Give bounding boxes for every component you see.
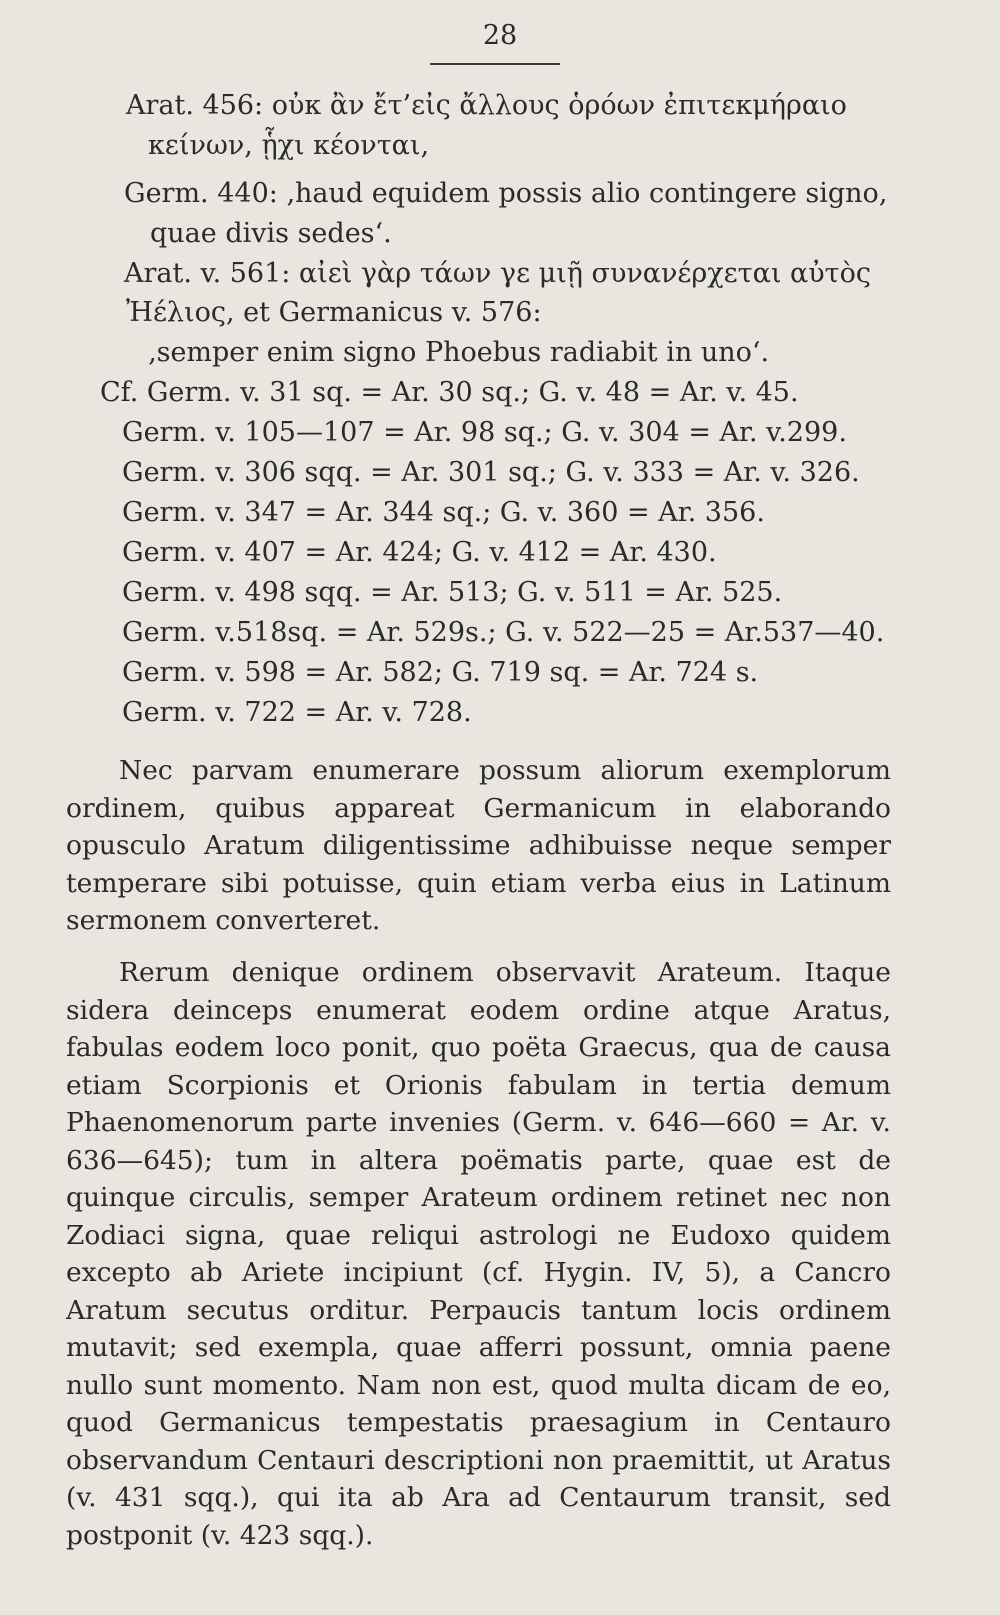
citation-line: Arat. v. 561: αἰεὶ γὰρ τάων γε μιῇ συνανέρχεται αὐτὸς — [124, 258, 871, 289]
header-rule — [430, 63, 560, 65]
citation-line: Arat. 456: οὐκ ἂν ἔτ’εἰς ἄλλους ὁρόων ἐπιτεκμήραιο — [126, 90, 847, 121]
citation-line: quae divis sedes‘. — [150, 218, 392, 249]
page-number: 28 — [482, 20, 518, 51]
citation-line: Germ. v.518sq. = Ar. 529s.; G. v. 522—25 = Ar.537—40. — [122, 617, 885, 648]
citation-line: Germ. 440: ‚haud equidem possis alio contingere signo, — [124, 178, 888, 209]
body-paragraph: Nec parvam enumerare possum aliorum exemplorum ordinem, quibus appareat Germanicum in elaborando opusculo Aratum diligentissime adhibuisse neque semper temperare sibi potuisse, quin etiam verba eius in Latinum sermonem converteret. — [66, 755, 891, 936]
citation-line: ‚semper enim signo Phoebus radiabit in uno‘. — [148, 337, 770, 368]
body-paragraph: Rerum denique ordinem observavit Arateum. Itaque sidera deinceps enumerat eodem ordine atque Aratus, fabulas eodem loco ponit, quo poëta Graecus, qua de causa etiam Scorpionis et Orionis fabulam in tertia demum Phaenomenorum parte invenies (Germ. v. 646—660 = Ar. v. 636—645); tum in altera poëmatis parte, quae est de quinque circulis, semper Arateum ordinem retinet nec non Zodiaci signa, quae reliqui astrologi ne Eudoxo quidem excepto ab Ariete incipiunt (cf. Hygin. IV, 5), a Cancro Aratum secutus orditur. Perpaucis tantum locis ordinem mutavit; sed exempla, quae afferri possunt, omnia paene nullo sunt momento. Nam non est, quod multa dicam de eo, quod Germanicus tempestatis praesagium in Centauro observandum Centauri descriptioni non praemittit, ut Aratus (v. 431 sqq.), qui ita ab Ara ad Centaurum transit, sed postponit (v. 423 sqq.). — [66, 957, 891, 1551]
citation-line: Germ. v. 407 = Ar. 424; G. v. 412 = Ar. 430. — [122, 537, 717, 568]
citation-line: Cf. Germ. v. 31 sq. = Ar. 30 sq.; G. v. 48 = Ar. v. 45. — [100, 377, 799, 408]
citation-line: Germ. v. 722 = Ar. v. 728. — [122, 697, 472, 728]
citation-line: Germ. v. 347 = Ar. 344 sq.; G. v. 360 = Ar. 356. — [122, 497, 765, 528]
citation-line: κείνων, ᾗχι κέονται, — [148, 130, 430, 161]
citation-line: Germ. v. 498 sqq. = Ar. 513; G. v. 511 = Ar. 525. — [122, 577, 783, 608]
citation-line: Germ. v. 598 = Ar. 582; G. 719 sq. = Ar. 724 s. — [122, 657, 759, 688]
citation-line: Germ. v. 306 sqq. = Ar. 301 sq.; G. v. 333 = Ar. v. 326. — [122, 457, 860, 488]
citation-line: Ἠέλιος, et Germanicus v. 576: — [126, 297, 542, 328]
citation-line: Germ. v. 105—107 = Ar. 98 sq.; G. v. 304 = Ar. v.299. — [122, 417, 847, 448]
